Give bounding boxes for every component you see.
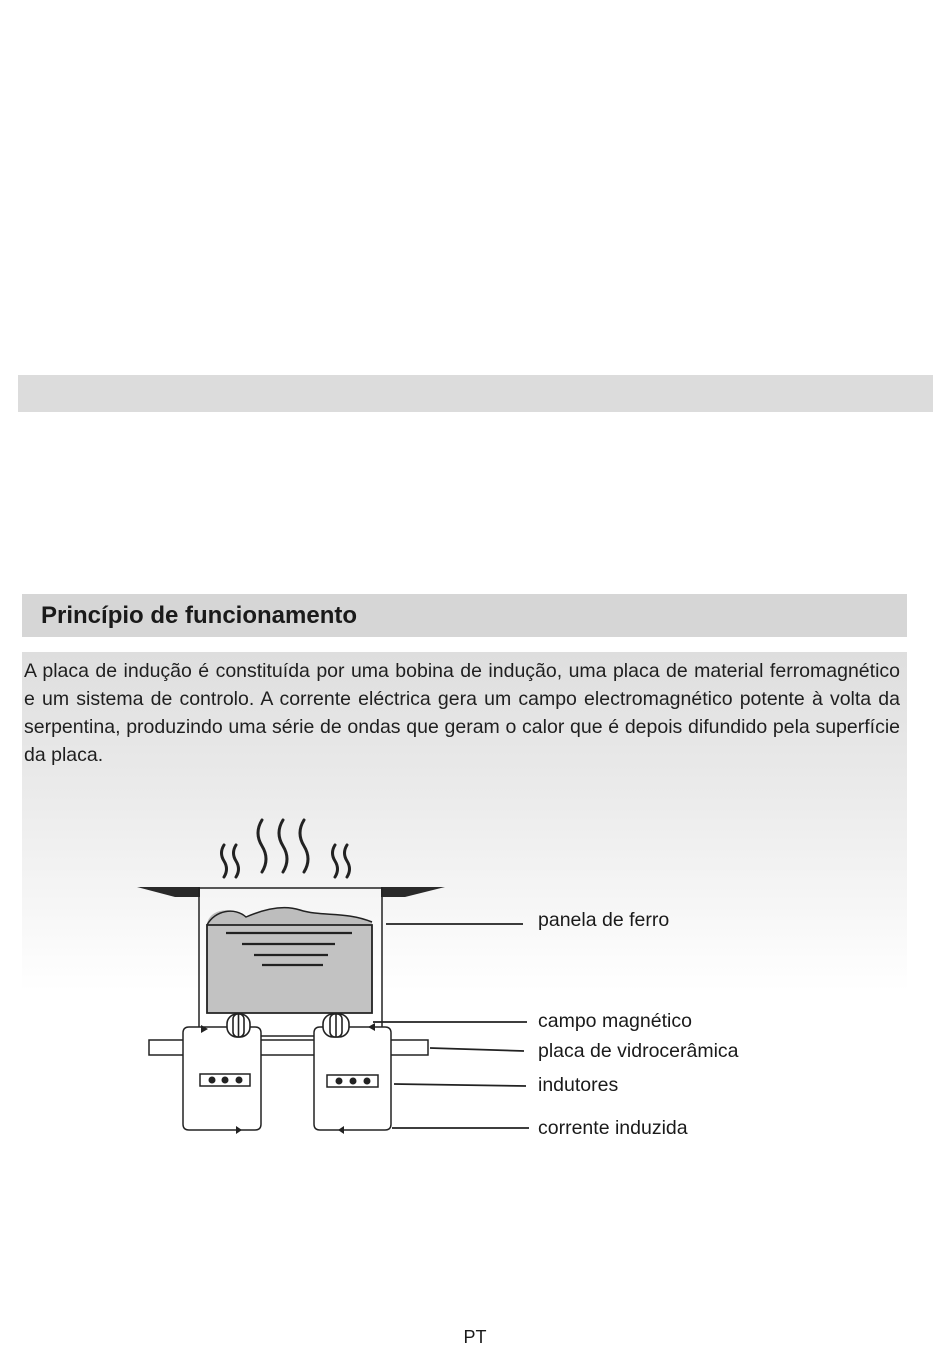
section-title: Princípio de funcionamento [22,594,907,637]
label-magnetic-field: campo magnético [538,1010,692,1032]
steam-icon [222,820,350,877]
label-induced-current: corrente induzida [538,1117,688,1139]
label-inductors: indutores [538,1074,619,1096]
label-iron-pan: panela de ferro [538,909,670,931]
induction-diagram [0,800,950,1160]
page-language-footer: PT [463,1327,487,1347]
magnetic-field-icon [227,1014,349,1037]
inductor-left [183,1027,261,1134]
iron-pan [137,887,445,1036]
top-gray-bar [18,375,933,412]
label-glass-plate: placa de vidrocerâmica [538,1040,739,1062]
section-body-text: A placa de indução é constituída por uma bobina de indução, uma placa de material ferromagnético e um sistema de controlo. A corrente eléctrica gera um campo electromagnético potente à volta da serpentina, produzindo uma série de ondas que geram o calor que é depois difundido pela superfície da placa. [24,660,900,766]
inductor-right [314,1027,391,1134]
